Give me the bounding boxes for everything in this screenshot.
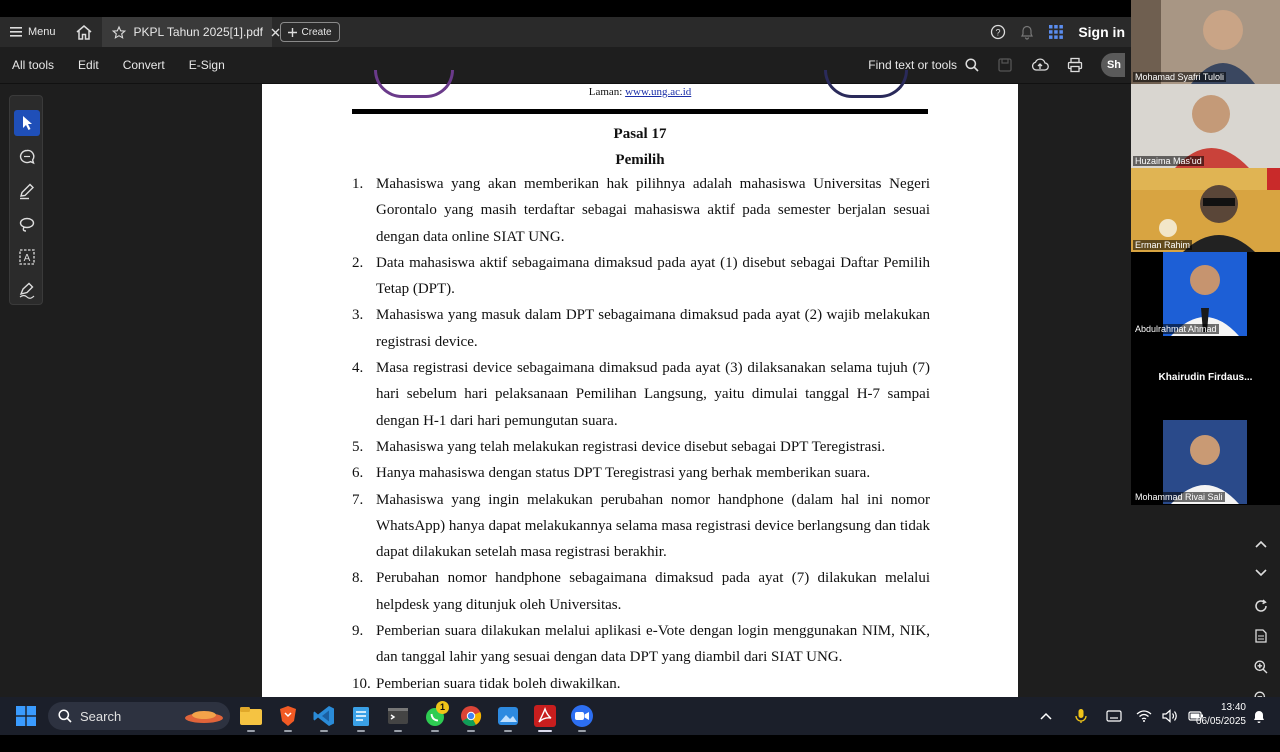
esign-menu[interactable]: E-Sign xyxy=(188,58,225,72)
windows-taskbar xyxy=(0,697,1280,735)
top-black-strip xyxy=(0,0,1280,17)
home-icon xyxy=(76,25,92,40)
share-initial: Sh xyxy=(1106,59,1121,71)
item-number: 5. xyxy=(352,438,364,455)
list-item xyxy=(352,460,930,486)
item-text: Pemberian suara dilakukan melalui aplikasi e-Vote dengan login menggunakan NIM, NIK, dan tanggal lahir yang sesuai dengan data DPT yang diambil dari SIAT UNG. xyxy=(376,623,930,666)
tab-document[interactable] xyxy=(102,17,272,47)
photos-icon[interactable] xyxy=(496,704,520,728)
chevron-up-icon xyxy=(1255,540,1267,548)
item-number: 3. xyxy=(352,307,364,324)
brave-browser-icon[interactable] xyxy=(276,704,300,728)
whatsapp-badge: 1 xyxy=(436,701,449,714)
participant-video[interactable] xyxy=(1131,420,1280,504)
participant-name: Abdulrahmat Ahmad xyxy=(1135,324,1217,334)
article-items xyxy=(352,171,930,697)
windows-start-icon[interactable] xyxy=(16,706,36,726)
taskbar-clock[interactable] xyxy=(1186,701,1246,729)
page-nav-controls xyxy=(1243,514,1280,697)
close-icon[interactable] xyxy=(271,28,280,37)
star-icon[interactable] xyxy=(112,26,126,39)
article-subtitle: Pemilih xyxy=(615,152,665,168)
page-thumbnail-button[interactable] xyxy=(1249,624,1273,648)
apps-grid-icon[interactable] xyxy=(1048,24,1064,40)
toolbar xyxy=(0,47,1131,84)
next-page-button[interactable] xyxy=(1249,561,1273,585)
running-indicator xyxy=(504,730,512,732)
home-button[interactable] xyxy=(66,17,102,47)
tab-bar-right xyxy=(990,24,1131,40)
chrome-icon[interactable] xyxy=(459,704,483,728)
all-tools-menu[interactable]: All tools xyxy=(12,58,55,72)
list-item xyxy=(352,355,930,434)
item-text: Mahasiswa yang ingin melakukan perubahan nomor handphone (dalam hal ini nomor WhatsApp) hanya dapat melakukannya selama masa registrasi device berlangsung dan tidak dapat dilakukan setelah masa registrasi berakhir. xyxy=(376,491,930,561)
laman-label: Laman: xyxy=(588,86,623,98)
menu-label: Menu xyxy=(28,26,56,38)
wifi-icon[interactable] xyxy=(1136,710,1152,722)
text-box-icon xyxy=(18,248,36,266)
zoom-in-button[interactable] xyxy=(1249,655,1273,679)
system-tray xyxy=(1040,697,1204,735)
list-item xyxy=(352,618,930,671)
bell-icon[interactable] xyxy=(1020,24,1034,40)
item-number: 1. xyxy=(352,176,364,192)
search-label: Search xyxy=(80,708,122,724)
page-icon xyxy=(1255,629,1267,643)
item-text: Mahasiswa yang masuk dalam DPT sebagaimana dimaksud pada ayat (2) wajib melakukan registrasi device. xyxy=(376,307,930,350)
item-number: 6. xyxy=(352,465,364,482)
search-icon xyxy=(965,58,979,72)
pen-icon xyxy=(18,182,36,200)
refresh-icon xyxy=(1254,599,1268,613)
tab-title: PKPL Tahun 2025[1].pdf xyxy=(133,25,263,39)
find-text-label: Find text or tools xyxy=(868,58,957,72)
running-indicator xyxy=(247,730,255,732)
menu-button[interactable] xyxy=(0,17,66,47)
sign-in-link[interactable]: Sign in xyxy=(1078,24,1125,40)
svg-text:?: ? xyxy=(995,27,1001,38)
participant-name: Erman Rahim xyxy=(1135,240,1191,250)
item-text: Mahasiswa yang telah melakukan registrasi device disebut sebagai DPT Teregistrasi. xyxy=(376,438,886,455)
hamburger-icon xyxy=(10,27,22,37)
clock-date: 06/05/2025 xyxy=(1195,716,1246,727)
participant-name: Huzaima Mas'ud xyxy=(1135,156,1202,166)
help-icon[interactable] xyxy=(990,24,1006,40)
website-link[interactable]: www.ung.ac.id xyxy=(625,86,692,98)
terminal-icon[interactable] xyxy=(386,704,410,728)
letterhead-website xyxy=(262,84,1018,98)
item-text: Hanya mahasiswa dengan status DPT Teregistrasi yang berhak memberikan suara. xyxy=(376,465,871,482)
running-indicator xyxy=(284,730,292,732)
article-title: Pasal 17 xyxy=(613,126,667,142)
running-indicator xyxy=(431,730,439,732)
list-item xyxy=(352,302,930,355)
vscode-icon[interactable] xyxy=(312,704,336,728)
participant-name: Mohammad Rivai Sali xyxy=(1135,492,1223,502)
running-indicator xyxy=(357,730,365,732)
print-icon[interactable] xyxy=(1067,57,1083,73)
prev-page-button[interactable] xyxy=(1249,532,1273,556)
participant-video[interactable] xyxy=(1131,168,1280,252)
zoom-icon[interactable] xyxy=(570,704,594,728)
item-text: Masa registrasi device sebagaimana dimaksud pada ayat (3) dilaksanakan selama tujuh (7) hari sebelum hari pelaksanaan Pemilihan Langsung, yaitu dimulai tanggal H-7 sampai dengan H-1 dari hari pemungutan suara. xyxy=(376,360,930,429)
text-tool-button[interactable] xyxy=(14,244,40,270)
meeting-participants-panel xyxy=(1131,0,1280,505)
select-tool-button[interactable] xyxy=(14,110,40,136)
item-text: Perubahan nomor handphone sebagaimana dimaksud pada ayat (7) dilakukan melalui helpdesk yang ditunjuk oleh Universitas. xyxy=(376,570,930,613)
acrobat-window xyxy=(0,17,1280,697)
item-text: Pemberian suara tidak boleh diwakilkan. xyxy=(376,675,621,692)
volume-icon[interactable] xyxy=(1162,709,1178,723)
cursor-icon xyxy=(20,115,34,131)
participant-video[interactable] xyxy=(1131,252,1280,336)
share-button[interactable] xyxy=(1101,53,1125,77)
list-item xyxy=(352,565,930,618)
taskbar-search-box[interactable] xyxy=(48,702,230,730)
item-number: 7. xyxy=(352,491,364,508)
plus-icon xyxy=(288,28,297,37)
participant-video[interactable] xyxy=(1131,0,1280,84)
rotate-button[interactable] xyxy=(1249,594,1273,618)
item-text: Mahasiswa yang akan memberikan hak pilihnya adalah mahasiswa Universitas Negeri Gorontalo yang masih terdaftar sebagai mahasiswa aktif pada semester berjalan sesuai dengan data online SIAT UNG. xyxy=(376,176,930,245)
list-item xyxy=(352,671,930,697)
signature-icon xyxy=(18,281,36,299)
highlight-tool-button[interactable] xyxy=(14,178,40,204)
item-number: 2. xyxy=(352,254,364,271)
running-indicator xyxy=(394,730,402,732)
microphone-icon[interactable] xyxy=(1074,708,1088,724)
article-heading xyxy=(262,121,1018,173)
edit-menu[interactable]: Edit xyxy=(78,58,99,72)
item-text: Data mahasiswa aktif sebagaimana dimaksud pada ayat (1) disebut sebagai Daftar Pemilih Tetap (DPT). xyxy=(376,254,930,298)
chevron-up-icon[interactable] xyxy=(1040,712,1052,720)
list-item xyxy=(352,487,930,566)
keyboard-icon[interactable] xyxy=(1106,710,1122,722)
letterhead-rule xyxy=(352,109,928,114)
comment-tool-button[interactable] xyxy=(14,144,40,170)
sign-tool-button[interactable] xyxy=(14,277,40,303)
item-number: 9. xyxy=(352,623,364,640)
active-indicator xyxy=(538,730,552,732)
save-icon[interactable] xyxy=(997,57,1013,73)
tab-bar xyxy=(0,17,1131,47)
bottom-black-strip xyxy=(0,735,1280,752)
running-indicator xyxy=(467,730,475,732)
acrobat-icon[interactable] xyxy=(533,704,557,728)
list-item xyxy=(352,434,930,460)
cloud-upload-icon[interactable] xyxy=(1031,57,1049,73)
running-indicator xyxy=(320,730,328,732)
list-item xyxy=(352,171,930,250)
running-indicator xyxy=(578,730,586,732)
svg-text:A: A xyxy=(23,253,31,264)
chevron-down-icon xyxy=(1255,569,1267,577)
lasso-icon xyxy=(18,215,36,233)
participant-name-center: Khairudin Firdaus... xyxy=(1158,372,1253,383)
item-number: 8. xyxy=(352,570,364,587)
file-explorer-icon[interactable] xyxy=(239,704,263,728)
search-highlight-icon xyxy=(182,706,226,726)
participant-video[interactable] xyxy=(1131,336,1280,420)
left-tool-rail xyxy=(9,95,43,305)
list-item xyxy=(352,250,930,303)
notepad-icon[interactable] xyxy=(349,704,373,728)
item-number: 4. xyxy=(352,360,364,377)
participant-video[interactable] xyxy=(1131,84,1280,168)
notification-bell-icon[interactable] xyxy=(1252,709,1266,723)
create-label: Create xyxy=(301,26,332,38)
draw-tool-button[interactable] xyxy=(14,211,40,237)
clock-time: 13:40 xyxy=(1220,702,1246,713)
item-number: 10. xyxy=(352,675,371,692)
zoom-in-icon xyxy=(1254,660,1268,674)
comment-icon xyxy=(18,148,36,166)
pdf-page xyxy=(262,84,1018,697)
create-button[interactable] xyxy=(280,22,340,42)
convert-menu[interactable]: Convert xyxy=(122,58,165,72)
search-icon xyxy=(58,709,72,723)
participant-name: Mohamad Syafri Tuloli xyxy=(1135,72,1225,82)
